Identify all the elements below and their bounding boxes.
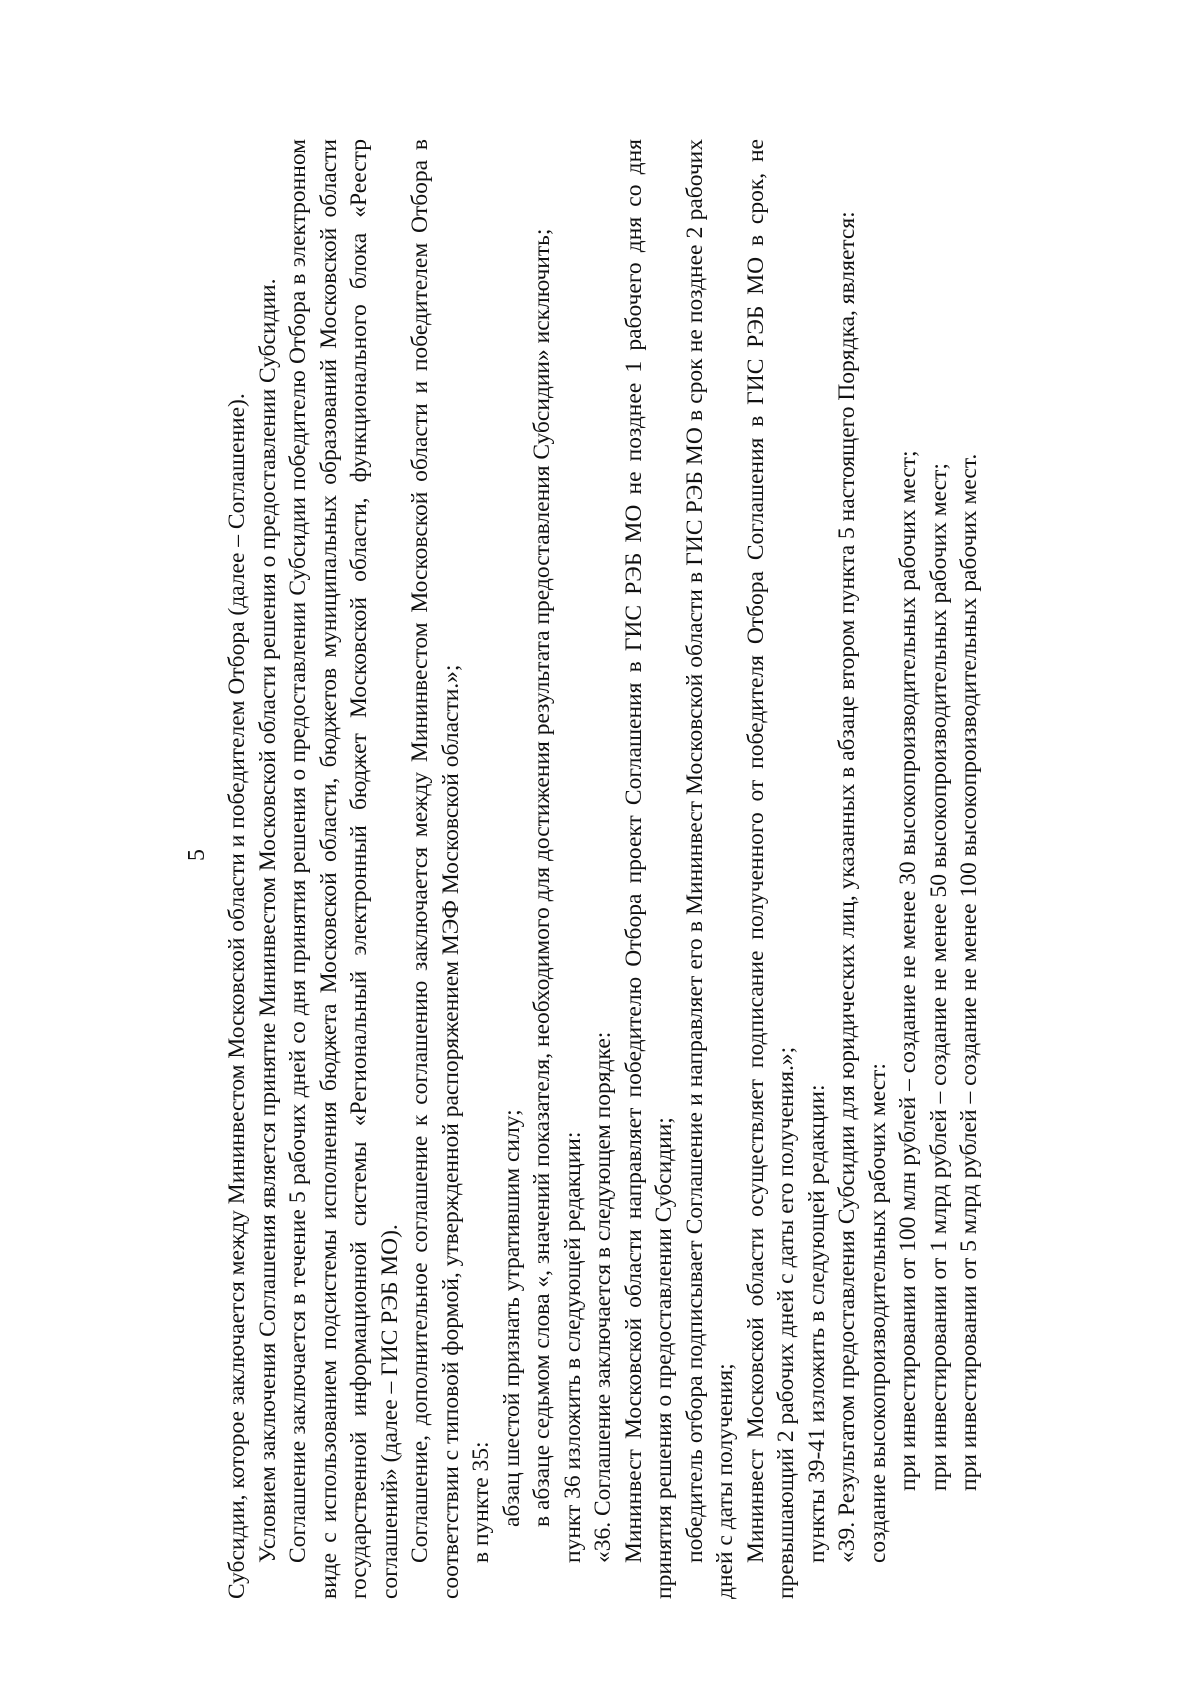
- list-item: при инвестировании от 5 млрд рублей – создание не менее 100 высокопроизводительных рабочих мест.: [956, 453, 982, 1491]
- body-text: [222, 139, 985, 1599]
- page-number: 5: [184, 849, 210, 861]
- paragraph: пункты 39-41 изложить в следующей редакции:: [803, 1084, 830, 1563]
- paragraph: Субсидии, которое заключается между Мининвестом Московской области и победителем Отбора (далее – Соглашение).: [224, 393, 250, 1599]
- paragraph: Мининвест Московской области направляет победителю Отбора проект Соглашения в ГИС РЭБ МО не позднее 1 рабочего дня со дня принятия решения о предоставлении Субсидии;: [620, 139, 677, 1599]
- paragraph: Мининвест Московской области осуществляет подписание полученного от победителя Отбора Соглашения в ГИС РЭБ МО в срок, не превышающий 2 рабочих дней с даты его получения.»;: [742, 139, 799, 1599]
- paragraph: Условием заключения Соглашения является принятие Мининвестом Московской области решения о предоставлении Субсидии.: [254, 278, 281, 1563]
- paragraph: Соглашение, дополнительное соглашение к соглашению заключается между Мининвестом Московской области и победителем Отбора в соответствии с типовой формой, утвержденной распоряжением МЭФ Московской области.»;: [407, 139, 464, 1599]
- paragraph: в пункте 35:: [468, 1441, 494, 1563]
- paragraph: пункт 36 изложить в следующей редакции:: [559, 1131, 586, 1563]
- paragraph: «39. Результатом предоставления Субсидии для юридических лиц, указанных в абзаце втором пункта 5 настоящего Порядка, является:: [834, 211, 860, 1563]
- paragraph: в абзаце седьмом слова «, значений показателя, необходимого для достижения результата предоставления Субсидии» исключить;: [529, 228, 555, 1527]
- paragraph: Соглашение заключается в течение 5 рабочих дней со дня принятия решения о предоставлении Субсидии победителю Отбора в электронном виде с использованием подсистемы исполнения бюджета Московской области, бюджетов муниципальных образований Московской области государственной информационной системы «Региональный электронный бюджет Московской области, функционального блока «Реестр соглашений» (далее – ГИС РЭБ МО).: [285, 139, 403, 1599]
- list-item: при инвестировании от 1 млрд рублей – создание не менее 50 высокопроизводительных рабочих мест;: [925, 463, 952, 1491]
- list-item: при инвестировании от 100 млн рублей – создание не менее 30 высокопроизводительных рабочих мест;: [895, 450, 921, 1491]
- paragraph: абзац шестой признать утратившим силу;: [498, 1109, 525, 1527]
- paragraph: создание высокопроизводительных рабочих мест:: [864, 1063, 891, 1563]
- text-frame: [184, 95, 1150, 1615]
- paragraph: победитель отбора подписывает Соглашение и направляет его в Мининвест Московской области в ГИС РЭБ МО в срок не позднее 2 рабочих дней с даты получения;: [681, 139, 738, 1599]
- rotated-content: [184, 95, 1150, 1615]
- paragraph: «36. Соглашение заключается в следующем порядке:: [590, 1031, 616, 1563]
